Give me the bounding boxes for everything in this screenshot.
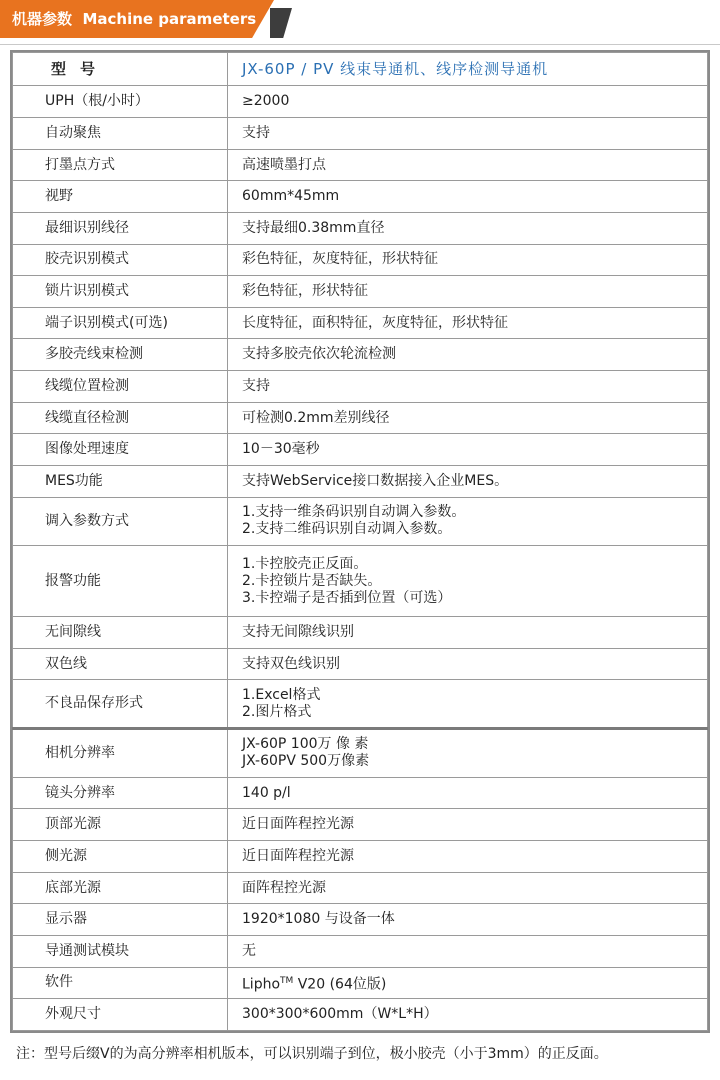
param-label: 双色线 [13, 648, 228, 680]
param-label: 导通测试模块 [13, 935, 228, 967]
software-row [13, 967, 708, 999]
param-value [228, 729, 708, 778]
param-value: 无 [228, 935, 708, 967]
header-title-en: Machine parameters [82, 10, 257, 28]
param-row [13, 371, 708, 403]
param-row [13, 465, 708, 497]
param-value: 近日面阵程控光源 [228, 809, 708, 841]
param-row [13, 809, 708, 841]
param-value: 长度特征，面积特征，灰度特征，形状特征 [228, 307, 708, 339]
value-line: 1.卡控胶壳正反面。 [242, 555, 368, 572]
param-label: 胶壳识别模式 [13, 244, 228, 276]
param-value: ≥2000 [228, 86, 708, 118]
param-row [13, 181, 708, 213]
header-divider [0, 44, 720, 45]
param-label: 线缆直径检测 [13, 402, 228, 434]
param-value: 面阵程控光源 [228, 872, 708, 904]
param-label: UPH（根/小时） [13, 86, 228, 118]
value-line: 2.图片格式 [242, 703, 312, 720]
param-label: MES功能 [13, 465, 228, 497]
value-line: 2.卡控锁片是否缺失。 [242, 572, 382, 589]
value-line: JX-60PV 500万像素 [242, 753, 370, 770]
value-line: JX-60P 100万 像 素 [242, 736, 369, 753]
param-row [13, 307, 708, 339]
param-row-multiline [13, 546, 708, 617]
param-value [228, 546, 708, 617]
value-line: 1.Excel格式 [242, 686, 321, 703]
header-tail-decoration [270, 8, 292, 38]
param-label: 视野 [13, 181, 228, 213]
param-label: 底部光源 [13, 872, 228, 904]
param-row [13, 402, 708, 434]
model-row [13, 53, 708, 86]
param-value: 1920*1080 与设备一体 [228, 904, 708, 936]
size-row [13, 999, 708, 1031]
param-label: 调入参数方式 [13, 497, 228, 546]
parameters-table [12, 52, 708, 1031]
param-row [13, 339, 708, 371]
software-name: Lipho [242, 976, 281, 993]
param-row [13, 244, 708, 276]
param-row-multiline [13, 497, 708, 546]
footnote: 注：型号后缀V的为高分辨率相机版本，可以识别端子到位，极小胶壳（小于3mm）的正反面。 [16, 1046, 608, 1062]
parameters-table-frame [10, 50, 710, 1033]
param-row [13, 617, 708, 649]
param-row [13, 904, 708, 936]
param-value [228, 680, 708, 729]
param-label: 多胶壳线束检测 [13, 339, 228, 371]
param-label: 端子识别模式(可选) [13, 307, 228, 339]
param-row [13, 648, 708, 680]
param-label: 相机分辨率 [13, 729, 228, 778]
param-row [13, 434, 708, 466]
param-value: 支持无间隙线识别 [228, 617, 708, 649]
param-value: 10－30毫秒 [228, 434, 708, 466]
value-line: 1.支持一维条码识别自动调入参数。 [242, 504, 466, 521]
software-version: V20 (64位版) [293, 976, 387, 993]
model-label: 型号 [13, 53, 228, 86]
param-value [228, 497, 708, 546]
param-value: 支持多胶壳依次轮流检测 [228, 339, 708, 371]
param-label: 显示器 [13, 904, 228, 936]
param-value: 支持 [228, 371, 708, 403]
param-value: 可检测0.2mm差别线径 [228, 402, 708, 434]
param-value: 高速喷墨打点 [228, 149, 708, 181]
param-value: 彩色特征，灰度特征，形状特征 [228, 244, 708, 276]
param-label: 软件 [13, 967, 228, 999]
param-row [13, 935, 708, 967]
param-label: 图像处理速度 [13, 434, 228, 466]
param-label: 打墨点方式 [13, 149, 228, 181]
param-row [13, 212, 708, 244]
param-row [13, 777, 708, 809]
header-title-cn: 机器参数 [12, 10, 73, 28]
param-label: 线缆位置检测 [13, 371, 228, 403]
param-label: 无间隙线 [13, 617, 228, 649]
header-title [12, 8, 256, 30]
param-value: 140 p/l [228, 777, 708, 809]
param-label: 侧光源 [13, 841, 228, 873]
param-label: 顶部光源 [13, 809, 228, 841]
param-value: 300*300*600mm（W*L*H） [228, 999, 708, 1031]
storage-row [13, 680, 708, 729]
param-label: 报警功能 [13, 546, 228, 617]
param-value: 支持 [228, 118, 708, 150]
param-row [13, 276, 708, 308]
param-row [13, 118, 708, 150]
param-row [13, 86, 708, 118]
value-line: 3.卡控端子是否插到位置（可选） [242, 589, 452, 606]
param-row [13, 872, 708, 904]
param-value: 彩色特征，形状特征 [228, 276, 708, 308]
model-value: JX-60P / PV 线束导通机、线序检测导通机 [228, 53, 708, 86]
param-label: 最细识别线径 [13, 212, 228, 244]
param-value: 支持最细0.38mm直径 [228, 212, 708, 244]
param-value: 支持双色线识别 [228, 648, 708, 680]
param-value: 近日面阵程控光源 [228, 841, 708, 873]
param-row [13, 841, 708, 873]
param-row [13, 149, 708, 181]
param-value: 60mm*45mm [228, 181, 708, 213]
param-value: 支持WebService接口数据接入企业MES。 [228, 465, 708, 497]
param-label: 自动聚焦 [13, 118, 228, 150]
value-line: 2.支持二维码识别自动调入参数。 [242, 521, 452, 538]
trademark-mark: TM [280, 975, 294, 986]
param-value [228, 967, 708, 999]
param-label: 镜头分辨率 [13, 777, 228, 809]
param-label: 锁片识别模式 [13, 276, 228, 308]
param-label: 外观尺寸 [13, 999, 228, 1031]
camera-row [13, 729, 708, 778]
param-label: 不良品保存形式 [13, 680, 228, 729]
